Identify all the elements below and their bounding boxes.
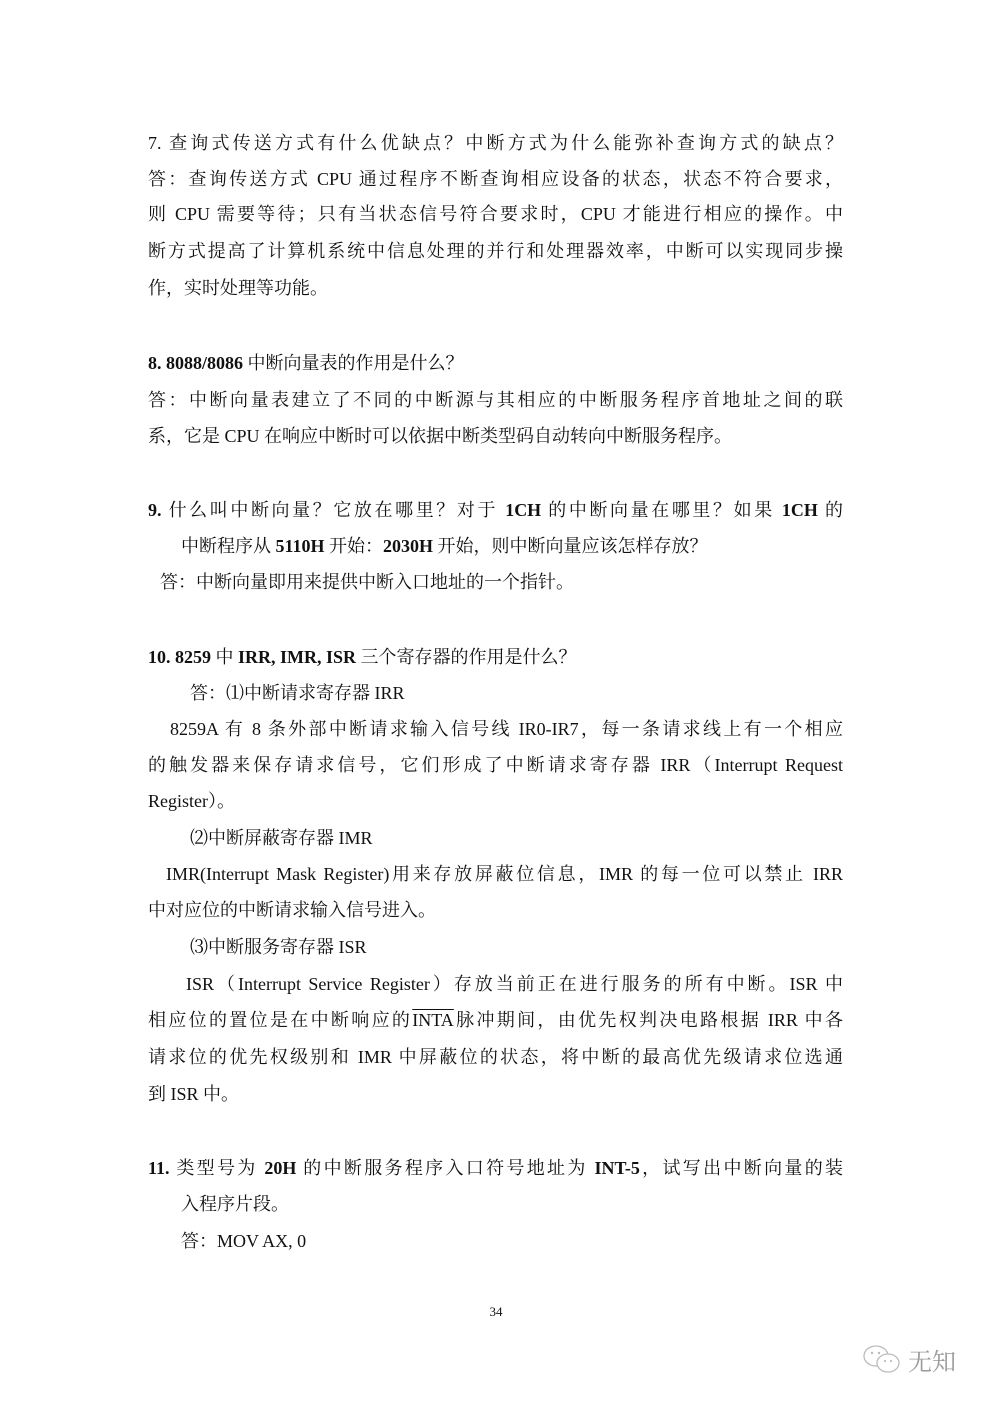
text-segment: 开始，则中断向量应该怎样存放？ [433, 536, 708, 556]
watermark [862, 1342, 956, 1377]
text-segment: 的触发器来保存请求信号，它们形成了中断请求寄存器 IRR（Interrupt Request [148, 755, 843, 775]
page-number: 34 [489, 1304, 503, 1319]
text-segment: 请求位的优先权级别和 IMR 中屏蔽位的状态，将中断的最高优先级请求位选通 [148, 1047, 843, 1067]
text-line [148, 239, 843, 263]
text-line [148, 167, 843, 191]
text-segment: 中对应位的中断请求输入信号进入。 [148, 900, 436, 920]
text-line [190, 935, 843, 959]
text-segment: 答：中断向量表建立了不同的中断源与其相应的中断服务程序首地址之间的联 [148, 390, 843, 410]
text-segment: 相应位的置位是在中断响应的 [148, 1010, 413, 1030]
text-line [160, 570, 843, 594]
wechat-icon [862, 1344, 902, 1376]
text-segment: 系，它是 CPU 在响应中断时可以依据中断类型码自动转向中断服务程序。 [148, 426, 733, 446]
text-segment: 中断程序从 [181, 536, 276, 556]
text-segment: 类型号为 [169, 1158, 265, 1178]
text-segment: 到 ISR 中。 [148, 1084, 240, 1104]
text-segment: 答：中断向量即用来提供中断入口地址的一个指针。 [160, 572, 574, 592]
text-segment: ⑵中断屏蔽寄存器 IMR [190, 828, 373, 848]
inta-signal: INTA [412, 1010, 454, 1030]
text-line [148, 898, 843, 922]
text-segment: ⑶中断服务寄存器 ISR [190, 937, 367, 957]
text-segment: 入程序片段。 [181, 1194, 289, 1214]
text-line [148, 789, 843, 813]
text-line [190, 826, 843, 850]
text-segment: IRR, IMR, ISR [238, 647, 357, 667]
text-segment: 20H [264, 1158, 297, 1178]
text-segment: ，试写出中断向量的装 [639, 1158, 843, 1178]
text-segment: 的中断向量在哪里？如果 [541, 500, 782, 520]
text-segment: 中 [211, 647, 238, 667]
text-line [148, 753, 843, 777]
text-segment: 的中断服务程序入口符号地址为 [296, 1158, 595, 1178]
text-line [190, 681, 843, 705]
text-line [148, 276, 843, 300]
text-line [148, 351, 843, 375]
text-segment: 9. [148, 500, 162, 520]
text-segment: 断方式提高了计算机系统中信息处理的并行和处理器效率，中断可以实现同步操 [148, 241, 843, 261]
text-line [148, 388, 843, 412]
text-segment: 8. 8088/8086 [148, 353, 244, 373]
text-line [181, 534, 843, 558]
text-segment: 的 [817, 500, 843, 520]
watermark-text: 无知 [908, 1348, 956, 1376]
text-segment: INT-5 [594, 1158, 640, 1178]
text-segment: 答：⑴中断请求寄存器 IRR [190, 683, 405, 703]
text-line [166, 862, 843, 886]
text-segment: 答：查询传送方式 CPU 通过程序不断查询相应设备的状态，状态不符合要求， [148, 169, 843, 189]
text-segment: 三个寄存器的作用是什么？ [356, 647, 577, 667]
text-line [148, 1008, 843, 1032]
text-segment: 7. 查询式传送方式有什么优缺点？中断方式为什么能弥补查询方式的缺点？ [148, 133, 843, 153]
text-line [181, 1229, 843, 1253]
text-line [148, 131, 843, 155]
text-segment: 答：MOV AX, 0 [181, 1231, 307, 1251]
text-segment: 作，实时处理等功能。 [148, 278, 328, 298]
text-line [148, 1156, 843, 1180]
text-segment: ISR（Interrupt Service Register）存放当前正在进行服务的所有中断。ISR 中 [186, 974, 843, 994]
text-segment: 开始： [324, 536, 384, 556]
text-segment: 中断向量表的作用是什么？ [243, 353, 464, 373]
text-segment: 8259A 有 8 条外部中断请求输入信号线 IR0-IR7，每一条请求线上有一个相应 [170, 719, 843, 739]
text-segment: IMR(Interrupt Mask Register)用来存放屏蔽位信息，IMR 的每一位可以禁止 IRR [166, 864, 843, 884]
text-segment: 2030H [383, 536, 434, 556]
text-line [148, 498, 843, 522]
text-line [186, 972, 843, 996]
text-segment: 5110H [275, 536, 325, 556]
text-line [148, 645, 843, 669]
text-segment: 10. 8259 [148, 647, 211, 667]
text-segment: 1CH [505, 500, 542, 520]
text-line [148, 1082, 843, 1106]
text-segment: 11. [148, 1158, 170, 1178]
text-line [170, 717, 843, 741]
text-line [148, 1045, 843, 1069]
text-segment: Register）。 [148, 791, 235, 811]
text-segment: 1CH [781, 500, 818, 520]
text-segment: 脉冲期间，由优先权判决电路根据 IRR 中各 [453, 1010, 843, 1030]
text-line [148, 424, 843, 448]
text-segment: 则 CPU 需要等待；只有当状态信号符合要求时，CPU 才能进行相应的操作。中 [148, 204, 843, 224]
text-segment: 什么叫中断向量？它放在哪里？对于 [161, 500, 506, 520]
text-line [148, 202, 843, 226]
text-line [181, 1192, 843, 1216]
